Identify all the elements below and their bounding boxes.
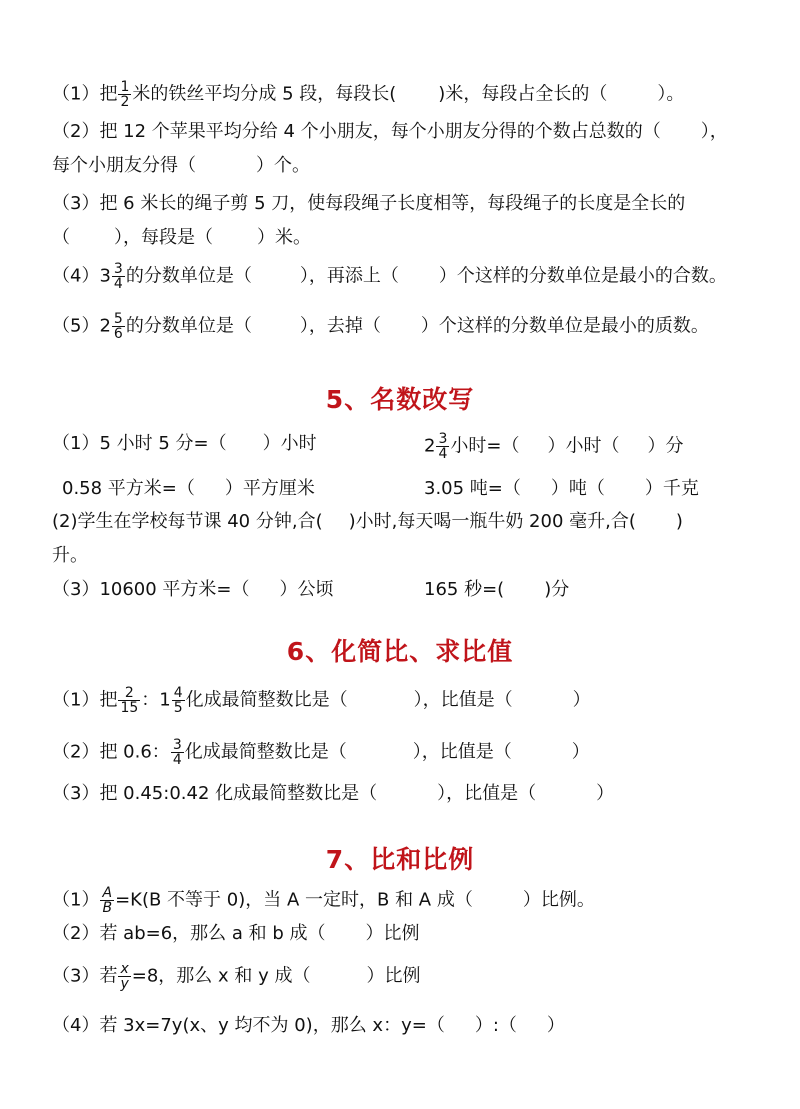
text: ）公顷 <box>279 579 334 600</box>
fraction <box>118 686 140 715</box>
sec5-item-2-cont <box>52 544 88 568</box>
text: （2）若 ab=6，那么 a 和 b 成（ <box>52 923 326 944</box>
denominator: 5 <box>173 700 183 716</box>
denominator: 2 <box>120 94 130 110</box>
text: （3）把 0.45:0.42 化成最简整数比是（ <box>52 783 378 804</box>
text: ）个这样的分数单位是最小的质数。 <box>420 315 709 337</box>
q4-item-1 <box>52 80 684 109</box>
sec6-item-3 <box>52 782 614 806</box>
text: 米的铁丝平均分成 5 段，每段长( <box>132 83 397 105</box>
text: ) <box>675 511 683 532</box>
text: ）米。 <box>257 227 311 248</box>
fraction <box>172 686 185 715</box>
text: 每个小朋友分得（ <box>52 155 196 176</box>
sec7-item-4 <box>52 1014 565 1038</box>
sec5-item-1-b <box>424 432 683 461</box>
text: （ <box>52 227 70 248</box>
numerator: A <box>100 886 114 901</box>
fraction <box>112 312 125 341</box>
text: （1）把 <box>52 689 118 711</box>
sec6-item-1 <box>52 686 591 715</box>
text: 0.58 平方米=（ <box>62 478 195 499</box>
numerator: 3 <box>172 737 182 753</box>
sec7-item-1 <box>52 886 595 915</box>
text: =8，那么 x 和 y 成（ <box>131 965 311 987</box>
q4-item-2 <box>52 120 728 144</box>
text: （3）若 <box>52 965 118 987</box>
numerator: 3 <box>438 431 448 447</box>
numerator: 2 <box>118 686 140 701</box>
text: ）个。 <box>256 155 310 176</box>
text: ） <box>546 1015 565 1036</box>
text: ）比例 <box>366 965 421 987</box>
text: 3.05 吨=（ <box>424 478 521 499</box>
text: ），比值是（ <box>413 689 513 711</box>
text: ），再添上（ <box>299 265 399 287</box>
denominator: 4 <box>172 752 182 768</box>
text: =K(B 不等于 0)，当 A 一定时，B 和 A 成（ <box>115 889 473 911</box>
text: ）千克 <box>644 478 699 499</box>
denominator: B <box>102 900 113 916</box>
fraction <box>112 262 125 291</box>
text: （3）10600 平方米=（ <box>52 579 250 600</box>
text: ） <box>596 783 615 804</box>
text: 小时=（ <box>450 435 520 457</box>
numerator: x <box>120 961 129 977</box>
text: 的分数单位是（ <box>125 315 252 337</box>
text: )米，每段占全长的（ <box>438 83 608 105</box>
text: （4） <box>52 265 100 287</box>
fraction <box>436 432 449 461</box>
text: 升。 <box>52 545 88 566</box>
text: ） <box>572 689 591 711</box>
text: （1）5 小时 5 分=（ <box>52 433 227 454</box>
text: ），去掉（ <box>299 315 381 337</box>
denominator: 4 <box>113 276 123 292</box>
text: （1）把 <box>52 83 118 105</box>
whole-number: 2 <box>424 435 436 457</box>
sec5-item-2 <box>52 510 683 534</box>
whole-number: 2 <box>99 315 111 337</box>
numerator: 3 <box>113 261 123 277</box>
text: 化成最简整数比是（ <box>184 741 347 763</box>
text: ），每段是（ <box>114 227 213 248</box>
text: （1） <box>52 889 100 911</box>
fraction <box>118 962 130 991</box>
section-5-title: 5、名数改写 <box>325 385 475 414</box>
text: ）:（ <box>474 1015 517 1036</box>
text: ）个这样的分数单位是最小的合数。 <box>438 265 727 287</box>
text: （2）把 0.6： <box>52 741 170 763</box>
whole-number: 3 <box>99 265 111 287</box>
whole-number: 1 <box>159 689 171 711</box>
text: ）比例 <box>365 923 420 944</box>
text: 的分数单位是（ <box>125 265 252 287</box>
fraction <box>171 738 184 767</box>
denominator: 6 <box>113 326 123 342</box>
text: (2)学生在学校每节课 40 分钟,合( <box>52 511 323 532</box>
section-7-title: 7、比和比例 <box>325 845 475 874</box>
text: ）。 <box>657 83 685 105</box>
sec6-item-2 <box>52 738 590 767</box>
text: （4）若 3x=7y(x、y 均不为 0)，那么 x：y=（ <box>52 1015 445 1036</box>
text: ）吨（ <box>550 478 605 499</box>
text: )小时,每天喝一瓶牛奶 200 毫升,合( <box>348 511 636 532</box>
denominator: 4 <box>438 446 448 462</box>
sec7-item-3 <box>52 962 420 991</box>
numerator: 5 <box>113 311 123 327</box>
sec5-item-3 <box>52 578 334 602</box>
text: ），比值是（ <box>412 741 512 763</box>
text: 165 秒=( <box>424 579 505 600</box>
denominator: y <box>120 976 129 992</box>
sec7-item-2 <box>52 922 420 946</box>
text: ），比值是（ <box>437 783 537 804</box>
q4-item-3-cont <box>52 226 311 250</box>
text: ） <box>571 741 590 763</box>
text: ）， <box>700 121 728 142</box>
text: 化成最简整数比是（ <box>185 689 348 711</box>
q4-item-3 <box>52 192 685 216</box>
text: ）比例。 <box>522 889 595 911</box>
text: ）小时 <box>262 433 317 454</box>
sec5-item-1-d <box>424 477 699 501</box>
sec5-item-1 <box>52 432 317 456</box>
numerator: 4 <box>173 685 183 701</box>
section-6-title: 6、化简比、求比值 <box>286 637 514 666</box>
numerator: 1 <box>120 79 130 95</box>
denominator: 15 <box>120 700 139 716</box>
text: （5） <box>52 315 100 337</box>
text: ）小时（ <box>547 435 620 457</box>
q4-item-2-cont <box>52 154 310 178</box>
text: （2）把 12 个苹果平均分给 4 个小朋友，每个小朋友分得的个数占总数的（ <box>52 121 661 142</box>
fraction <box>100 886 114 915</box>
text: )分 <box>544 579 570 600</box>
text: （3）把 6 米长的绳子剪 5 刀，使每段绳子长度相等，每段绳子的长度是全长的 <box>52 193 686 214</box>
q4-item-5 <box>52 312 709 341</box>
sec5-item-3-b <box>424 578 569 602</box>
fraction <box>118 80 131 109</box>
q4-item-4 <box>52 262 727 291</box>
ratio-colon: ： <box>141 689 160 711</box>
sec5-item-1-c <box>62 477 315 501</box>
text: ）平方厘米 <box>224 478 315 499</box>
text: ）分 <box>647 435 684 457</box>
